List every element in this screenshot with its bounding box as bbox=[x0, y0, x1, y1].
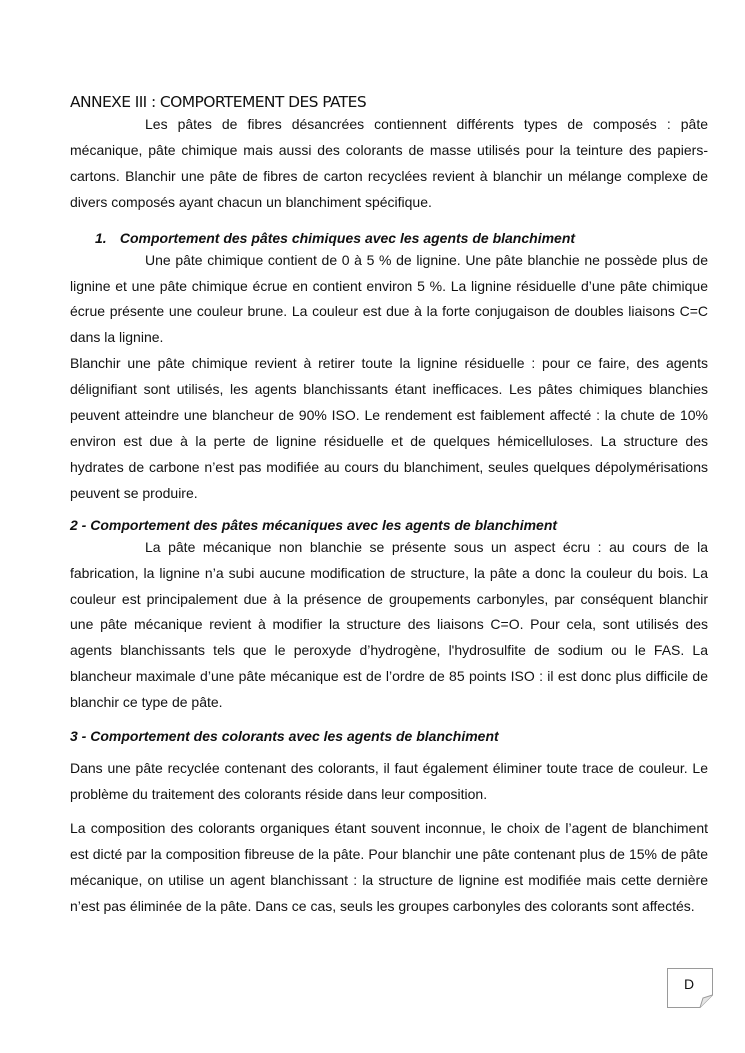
page-number-tag bbox=[667, 968, 713, 1008]
section-1-heading bbox=[70, 228, 708, 248]
section-1-number: 1. bbox=[95, 229, 107, 246]
section-2-paragraph-1: La pâte mécanique non blanchie se présente sous un aspect écru : au cours de la fabrication, la lignine n’a subi aucune modification de structure, la pâte a donc la couleur du bois. La couleur est principalement due à la présence de groupements carbonyles, par conséquent blanchir une pâte mécanique revient à modifier la structure des liaisons C=O. Pour cela, sont utilisés des agents blanchissants tels que le peroxyde d’hydrogène, l'hydrosulfite de sodium ou le FAS. La blancheur maximale d’une pâte mécanique est de l’ordre de 85 points ISO : il est donc plus difficile de blanchir ce type de pâte. bbox=[70, 538, 708, 711]
section-3-paragraph-1: Dans une pâte recyclée contenant des colorants, il faut également éliminer toute trace de couleur. Le problème du traitement des colorants réside dans leur composition. bbox=[70, 760, 708, 802]
document-body bbox=[70, 92, 708, 919]
section-1-title: Comportement des pâtes chimiques avec les agents de blanchiment bbox=[119, 229, 576, 246]
page-label: D bbox=[683, 976, 695, 992]
section-1-paragraph-1: Une pâte chimique contient de 0 à 5 % de lignine. Une pâte blanchie ne possède plus de lignine et une pâte chimique écrue en contient environ 5 %. La lignine résiduelle d’une pâte chimique écrue présente une couleur brune. La couleur est due à la forte conjugaison de doubles liaisons C=C dans la lignine. bbox=[70, 251, 708, 346]
section-3-heading: 3 - Comportement des colorants avec les agents de blanchiment bbox=[70, 728, 499, 745]
section-1-paragraph-2: Blanchir une pâte chimique revient à retirer toute la lignine résiduelle : pour ce faire, des agents délignifiant sont utilisés, les agents blanchissants étant inefficaces. Les pâtes chimiques blanchies peuvent atteindre une blancheur de 90% ISO. Le rendement est faiblement affecté : la chute de 10% environ est due à la perte de lignine résiduelle et de quelques hémicelluloses. La structure des hydrates de carbone n’est pas modifiée au cours du blanchiment, seules quelques dépolymérisations peuvent se produire. bbox=[70, 355, 708, 501]
annex-title: ANNEXE III : COMPORTEMENT DES PATES bbox=[70, 93, 367, 111]
intro-paragraph: Les pâtes de fibres désancrées contiennent différents types de composés : pâte mécanique, pâte chimique mais aussi des colorants de masse utilisés pour la teinture des papiers-cartons. Blanchir une pâte de fibres de carton recyclées revient à blanchir un mélange complexe de divers composés ayant chacun un blanchiment spécifique. bbox=[70, 116, 708, 210]
section-2-heading: 2 - Comportement des pâtes mécaniques avec les agents de blanchiment bbox=[70, 516, 558, 533]
section-3-paragraph-2: La composition des colorants organiques étant souvent inconnue, le choix de l’agent de blanchiment est dicté par la composition fibreuse de la pâte. Pour blanchir une pâte contenant plus de 15% de pâte mécanique, on utilise un agent blanchissant : la structure de lignine est modifiée mais cette dernière n’est pas éliminée de la pâte. Dans ce cas, seuls les groupes carbonyles des colorants sont affectés. bbox=[70, 819, 708, 914]
